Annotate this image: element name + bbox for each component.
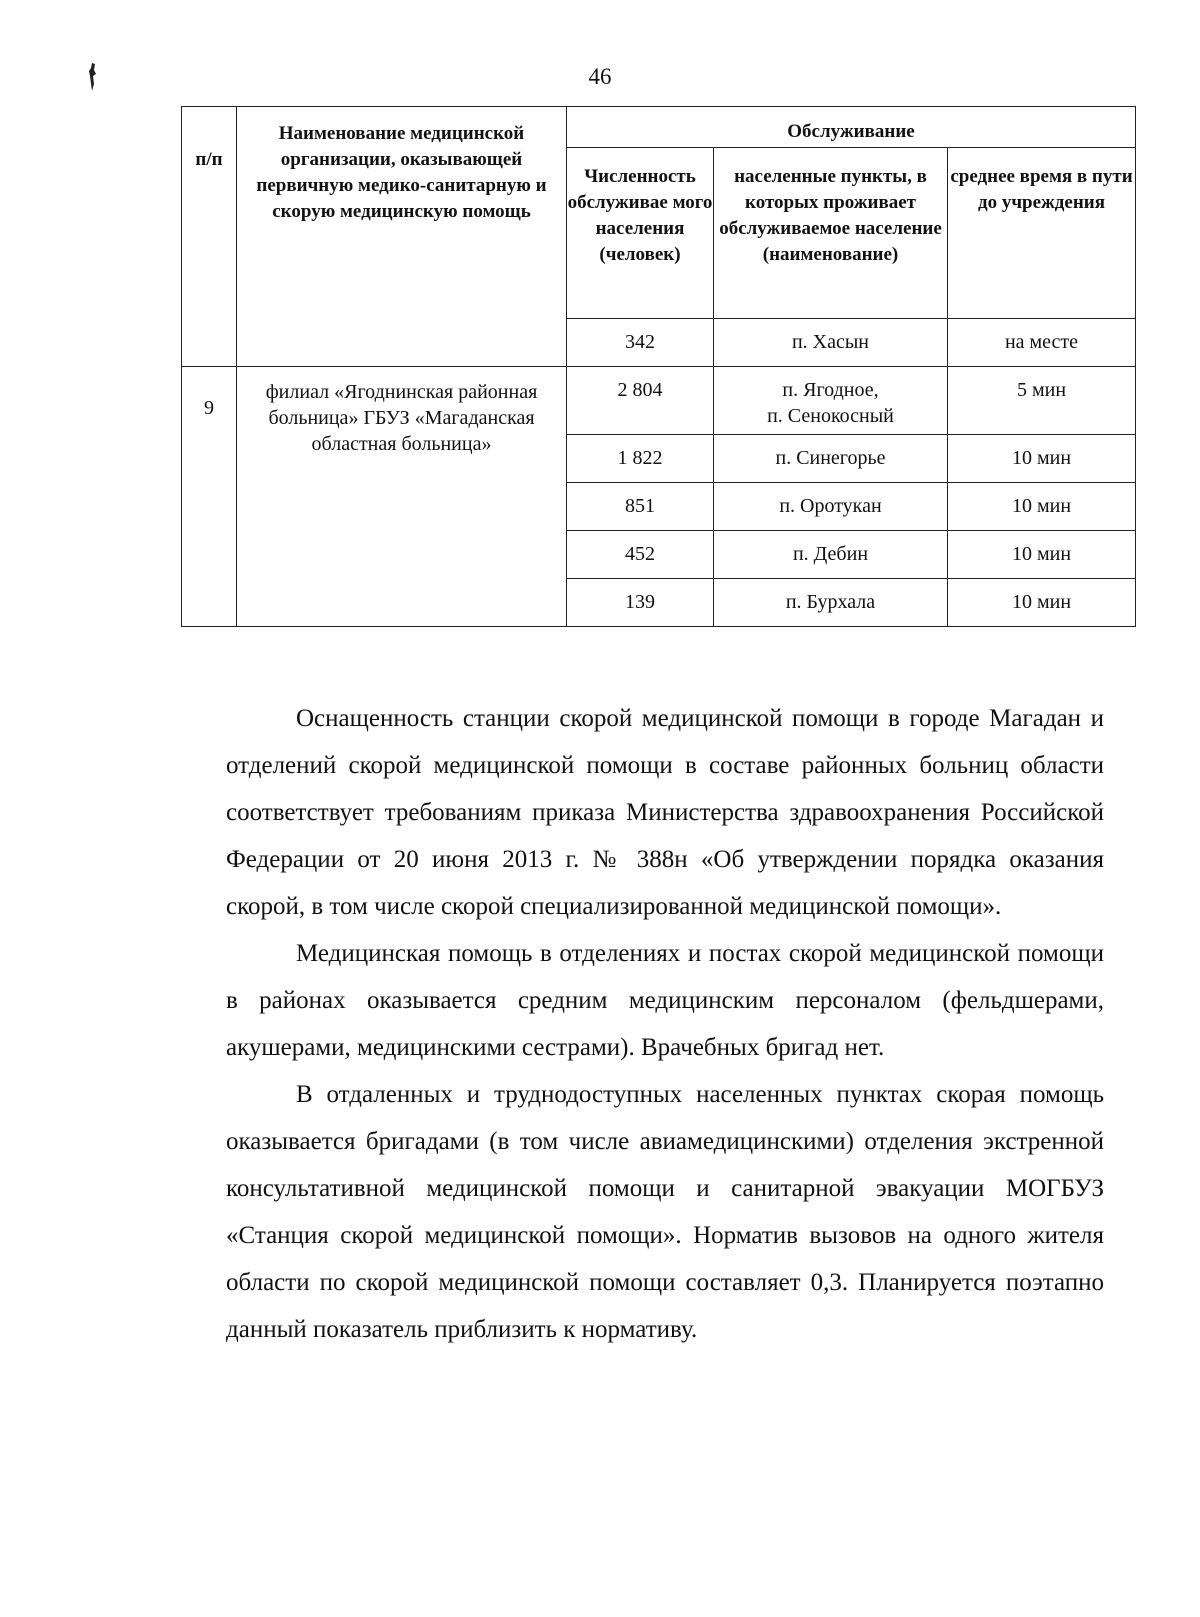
table-row	[182, 367, 1136, 435]
body-text	[226, 695, 1104, 1353]
header-travel-time: среднее время в пути до учреждения	[948, 148, 1136, 319]
header-service: Обслуживание	[567, 107, 1136, 148]
page-number: 46	[588, 64, 612, 89]
settlement-line: п. Сенокосный	[767, 405, 894, 427]
cell-population: 139	[567, 579, 714, 627]
header-organization: Наименование медицинской организации, оказывающей первичную медико-санитарную и скорую медицинскую помощь	[237, 107, 567, 367]
header-settlements: населенные пункты, в которых проживает обслуживаемое население (наименование)	[714, 148, 948, 319]
settlement-line: п. Ягодное,	[782, 379, 879, 401]
cell-population: 452	[567, 531, 714, 579]
cell-population: 851	[567, 483, 714, 531]
header-num: п/п	[182, 107, 237, 367]
cell-num: 9	[182, 367, 237, 627]
cell-settlement: п. Оротукан	[714, 483, 948, 531]
cell-settlement: п. Бурхала	[714, 579, 948, 627]
cell-travel-time: 10 мин	[948, 531, 1136, 579]
cell-travel-time: 10 мин	[948, 579, 1136, 627]
cell-travel-time: 10 мин	[948, 435, 1136, 483]
cell-travel-time: 10 мин	[948, 483, 1136, 531]
cell-settlement: п. Синегорье	[714, 435, 948, 483]
paragraph: В отдаленных и труднодоступных населенных пунктах скорая помощь оказывается бригадами (в том числе авиамедицинскими) отделения экстренной консультативной медицинской помощи и санитарной эвакуации МОГБУЗ «Станция скорой медицинской помощи». Норматив вызовов на одного жителя области по скорой медицинской помощи составляет 0,3. Планируется поэтапно данный показатель приблизить к нормативу.	[226, 1081, 1104, 1343]
cell-settlement: п. Дебин	[714, 531, 948, 579]
paragraph: Оснащенность станции скорой медицинской помощи в городе Магадан и отделений скорой медицинской помощи в составе районных больниц области соответствует требованиям приказа Министерства здравоохранения Российской Федерации от 20 июня 2013 г. № 388н «Об утверждении порядка оказания скорой, в том числе скорой специализированной медицинской помощи».	[226, 705, 1104, 920]
cell-travel-time: 5 мин	[948, 367, 1136, 435]
cell-settlement	[714, 367, 948, 435]
cell-organization: филиал «Ягоднинская районная больница» ГБУЗ «Магаданская областная больница»	[237, 367, 567, 627]
cell-settlement: п. Хасын	[714, 319, 948, 367]
cell-population: 1 822	[567, 435, 714, 483]
header-population: Численность обслуживае мого населения (человек)	[567, 148, 714, 319]
cell-travel-time: на месте	[948, 319, 1136, 367]
paragraph: Медицинская помощь в отделениях и постах скорой медицинской помощи в районах оказывается средним медицинским персоналом (фельдшерами, акушерами, медицинскими сестрами). Врачебных бригад нет.	[226, 940, 1104, 1061]
medical-service-table	[181, 106, 1136, 627]
cell-population: 2 804	[567, 367, 714, 435]
cell-population: 342	[567, 319, 714, 367]
